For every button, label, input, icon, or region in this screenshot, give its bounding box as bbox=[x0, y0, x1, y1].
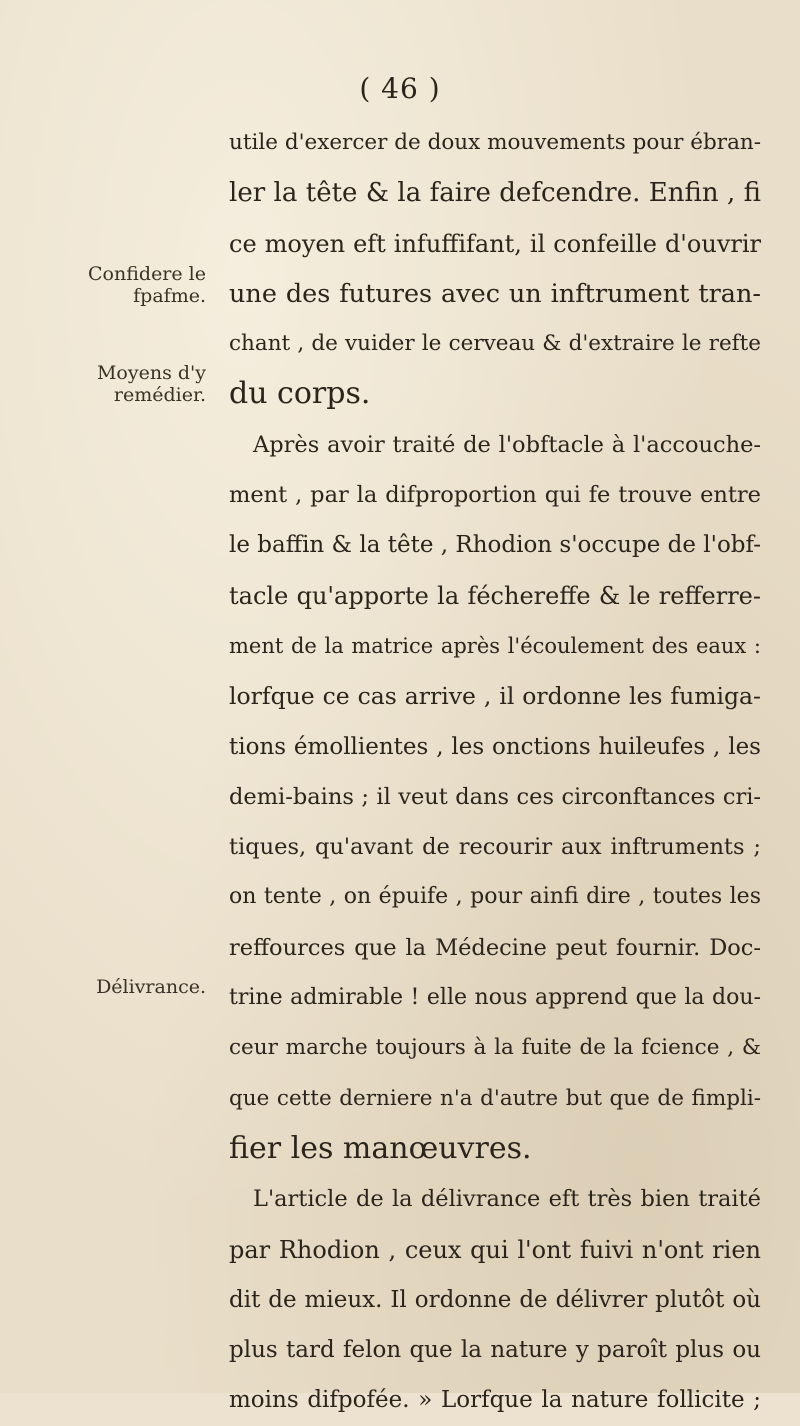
text-line: moins difpofée. » Lorfque la nature follicite ; bbox=[229, 1387, 761, 1414]
text-line: ler la tête & la faire defcendre. Enfin , fi bbox=[229, 178, 761, 209]
margin-note-line: fpafme. bbox=[133, 285, 206, 307]
text-line: ment de la matrice après l'écoulement des eaux : bbox=[229, 633, 761, 658]
text-line: lorfque ce cas arrive , il ordonne les fumiga- bbox=[229, 682, 761, 711]
text-line: du corps. bbox=[229, 376, 371, 412]
text-line: plus tard felon que la nature y paroît plus ou bbox=[229, 1337, 761, 1364]
text-line: une des futures avec un inftrument tran- bbox=[229, 278, 761, 309]
text-line: fier les manœuvres. bbox=[229, 1130, 532, 1166]
text-line: tacle qu'apporte la féchereffe & le refferre- bbox=[229, 581, 761, 610]
margin-note-line: Confidere le bbox=[88, 263, 206, 285]
text-line: ment , par la difproportion qui fe trouve entre bbox=[229, 482, 761, 509]
page-number: ( 46 ) bbox=[359, 72, 441, 105]
text-line: dit de mieux. Il ordonne de délivrer plutôt où bbox=[229, 1286, 761, 1313]
text-line: reffources que la Médecine peut fournir. Doc- bbox=[229, 934, 761, 961]
body-text bbox=[229, 118, 761, 1426]
text-line: L'article de la délivrance eft très bien traité bbox=[253, 1186, 761, 1213]
text-line: trine admirable ! elle nous apprend que la dou- bbox=[229, 985, 761, 1011]
text-line: que cette derniere n'a d'autre but que de fimpli- bbox=[229, 1085, 761, 1111]
text-line: ce moyen eft infuffifant, il confeille d'ouvrir bbox=[229, 229, 761, 258]
margin-note-line: remédier. bbox=[113, 384, 206, 406]
text-line: tions émollientes , les onctions huileufes , les bbox=[229, 733, 761, 760]
text-line: par Rhodion , ceux qui l'ont fuivi n'ont rien bbox=[229, 1235, 761, 1264]
text-line: chant , de vuider le cerveau & d'extraire le refte bbox=[229, 331, 761, 357]
text-line: tiques, qu'avant de recourir aux inftruments ; bbox=[229, 834, 761, 861]
text-line: ceur marche toujours à la fuite de la fcience , & bbox=[229, 1035, 761, 1061]
text-line: utile d'exercer de doux mouvements pour ébran- bbox=[229, 130, 761, 155]
text-line: demi-bains ; il veut dans ces circonftances cri- bbox=[229, 783, 761, 810]
text-line: on tente , on épuife , pour ainfi dire , toutes les bbox=[229, 884, 761, 910]
margin-note-line: Délivrance. bbox=[96, 976, 206, 998]
margin-note-confidere bbox=[6, 263, 206, 307]
text-line: le baffin & la tête , Rhodion s'occupe de l'obf- bbox=[229, 532, 761, 559]
text-line: Après avoir traité de l'obftacle à l'accouche- bbox=[253, 431, 761, 458]
margin-note-delivrance bbox=[6, 976, 206, 998]
margin-note-moyens bbox=[6, 362, 206, 406]
margin-note-line: Moyens d'y bbox=[96, 362, 206, 384]
